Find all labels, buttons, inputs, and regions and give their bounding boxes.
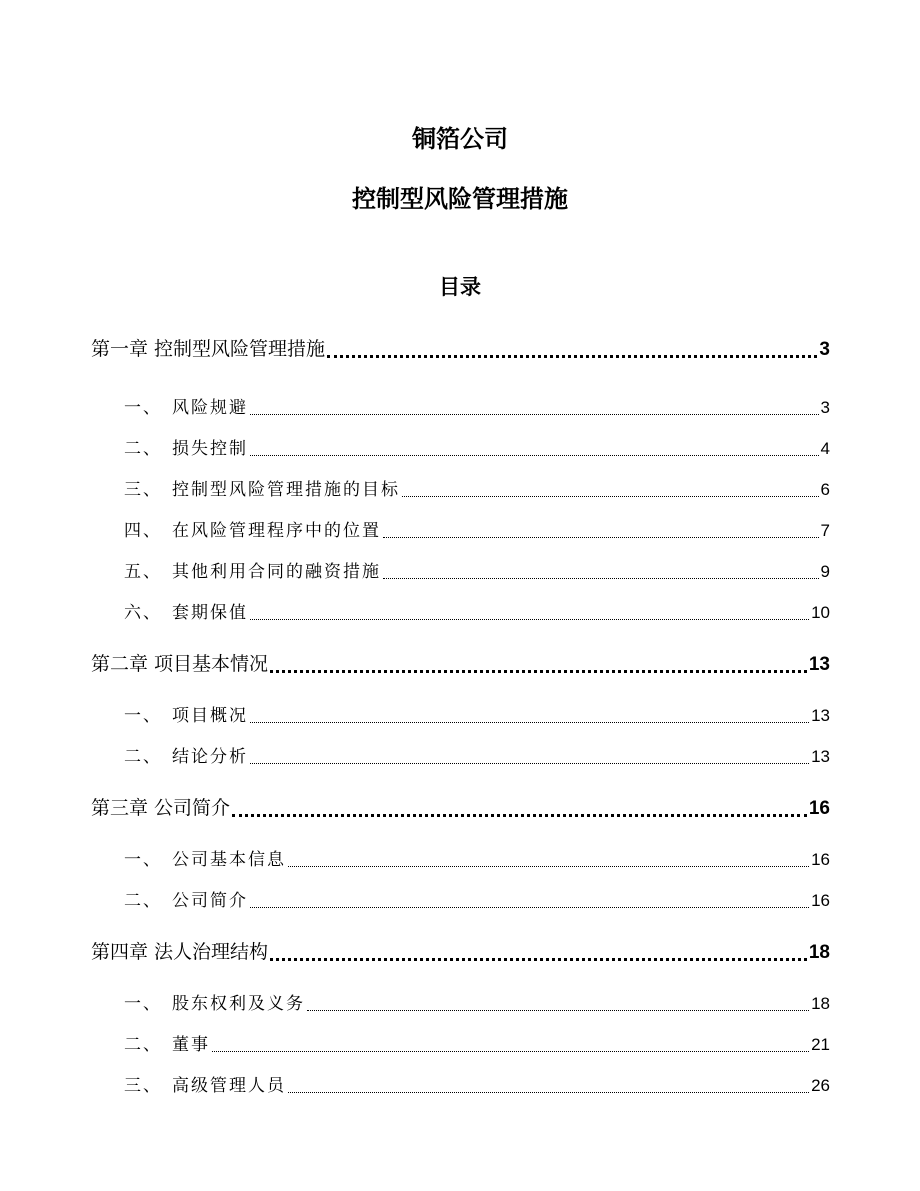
toc-section-number: 一、 <box>124 850 162 870</box>
toc-section-number: 二、 <box>124 891 162 911</box>
toc-page-number: 6 <box>820 480 830 499</box>
toc-page-number: 4 <box>820 439 830 458</box>
toc-section-number: 一、 <box>124 994 162 1014</box>
toc-section-number: 三、 <box>124 480 162 500</box>
toc-leader-dots <box>250 721 809 723</box>
toc-chapter-entry[interactable] <box>91 651 830 678</box>
toc-section-label: 损失控制 <box>172 439 248 459</box>
toc-leader-dots <box>307 1009 809 1011</box>
toc-chapter-entry[interactable] <box>91 336 830 363</box>
toc-page-number: 7 <box>820 521 830 540</box>
toc-page-number: 16 <box>811 891 830 910</box>
toc-section-number: 三、 <box>124 1076 162 1096</box>
toc-section-label: 高级管理人员 <box>172 1076 286 1096</box>
toc-section-label: 套期保值 <box>172 603 248 623</box>
toc-section-number: 四、 <box>124 521 162 541</box>
toc-page-number: 18 <box>811 994 830 1013</box>
document-subtitle: 控制型风险管理措施 <box>352 185 568 213</box>
toc-section-label: 公司基本信息 <box>172 850 286 870</box>
toc-section-entry[interactable] <box>124 396 830 420</box>
toc-section-label: 董事 <box>172 1035 210 1055</box>
toc-section-entry[interactable] <box>124 1074 830 1098</box>
toc-leader-dots <box>288 1091 809 1093</box>
toc-section-label: 控制型风险管理措施的目标 <box>172 480 400 500</box>
toc-leader-dots <box>327 354 817 358</box>
toc-section-number: 五、 <box>124 562 162 582</box>
toc-section-entry[interactable] <box>124 437 830 461</box>
toc-heading: 目录 <box>439 275 481 299</box>
toc-chapter-label: 第一章 控制型风险管理措施 <box>91 338 326 360</box>
toc-section-number: 一、 <box>124 398 162 418</box>
toc-chapter-entry[interactable] <box>91 939 830 966</box>
toc-section-entry[interactable] <box>124 519 830 543</box>
toc-leader-dots <box>250 762 809 764</box>
toc-page-number: 16 <box>808 798 830 819</box>
toc-chapter-label: 第三章 公司简介 <box>91 797 231 819</box>
toc-page-number: 13 <box>811 747 830 766</box>
toc-section-number: 六、 <box>124 603 162 623</box>
toc-section-label: 风险规避 <box>172 398 248 418</box>
toc-section-label: 结论分析 <box>172 747 248 767</box>
toc-chapter-entry[interactable] <box>91 795 830 822</box>
toc-section-entry[interactable] <box>124 704 830 728</box>
toc-section-label: 在风险管理程序中的位置 <box>172 521 381 541</box>
toc-leader-dots <box>288 865 809 867</box>
toc-section-entry[interactable] <box>124 1033 830 1057</box>
document-title: 铜箔公司 <box>412 125 508 153</box>
toc-leader-dots <box>250 906 809 908</box>
toc-section-entry[interactable] <box>124 745 830 769</box>
toc-page-number: 9 <box>820 562 830 581</box>
toc-section-number: 二、 <box>124 1035 162 1055</box>
toc-page-number: 13 <box>811 706 830 725</box>
toc-section-entry[interactable] <box>124 889 830 913</box>
toc-page-number: 3 <box>820 398 830 417</box>
toc-page-number: 3 <box>819 339 830 360</box>
toc-section-label: 其他利用合同的融资措施 <box>172 562 381 582</box>
toc-section-label: 股东权利及义务 <box>172 994 305 1014</box>
toc-section-entry[interactable] <box>124 848 830 872</box>
toc-section-number: 二、 <box>124 439 162 459</box>
toc-leader-dots <box>212 1050 809 1052</box>
toc-leader-dots <box>383 536 819 538</box>
toc-page-number: 13 <box>808 654 830 675</box>
toc-page-number: 21 <box>811 1035 830 1054</box>
toc-section-entry[interactable] <box>124 992 830 1016</box>
toc-section-number: 一、 <box>124 706 162 726</box>
toc-page-number: 18 <box>808 942 830 963</box>
toc-section-entry[interactable] <box>124 560 830 584</box>
toc-section-entry[interactable] <box>124 478 830 502</box>
toc-leader-dots <box>402 495 819 497</box>
toc-leader-dots <box>383 577 819 579</box>
toc-page-number: 16 <box>811 850 830 869</box>
toc-page-number: 10 <box>811 603 830 622</box>
toc-section-entry[interactable] <box>124 601 830 625</box>
toc-chapter-label: 第四章 法人治理结构 <box>91 941 269 963</box>
toc-leader-dots <box>270 669 807 673</box>
toc-section-label: 项目概况 <box>172 706 248 726</box>
toc-leader-dots <box>250 618 809 620</box>
toc-page-number: 26 <box>811 1076 830 1095</box>
toc-leader-dots <box>232 813 807 817</box>
toc-chapter-label: 第二章 项目基本情况 <box>91 653 269 675</box>
toc-section-number: 二、 <box>124 747 162 767</box>
toc-leader-dots <box>250 454 819 456</box>
toc-section-label: 公司简介 <box>172 891 248 911</box>
toc-leader-dots <box>270 957 807 961</box>
toc-leader-dots <box>250 413 819 415</box>
